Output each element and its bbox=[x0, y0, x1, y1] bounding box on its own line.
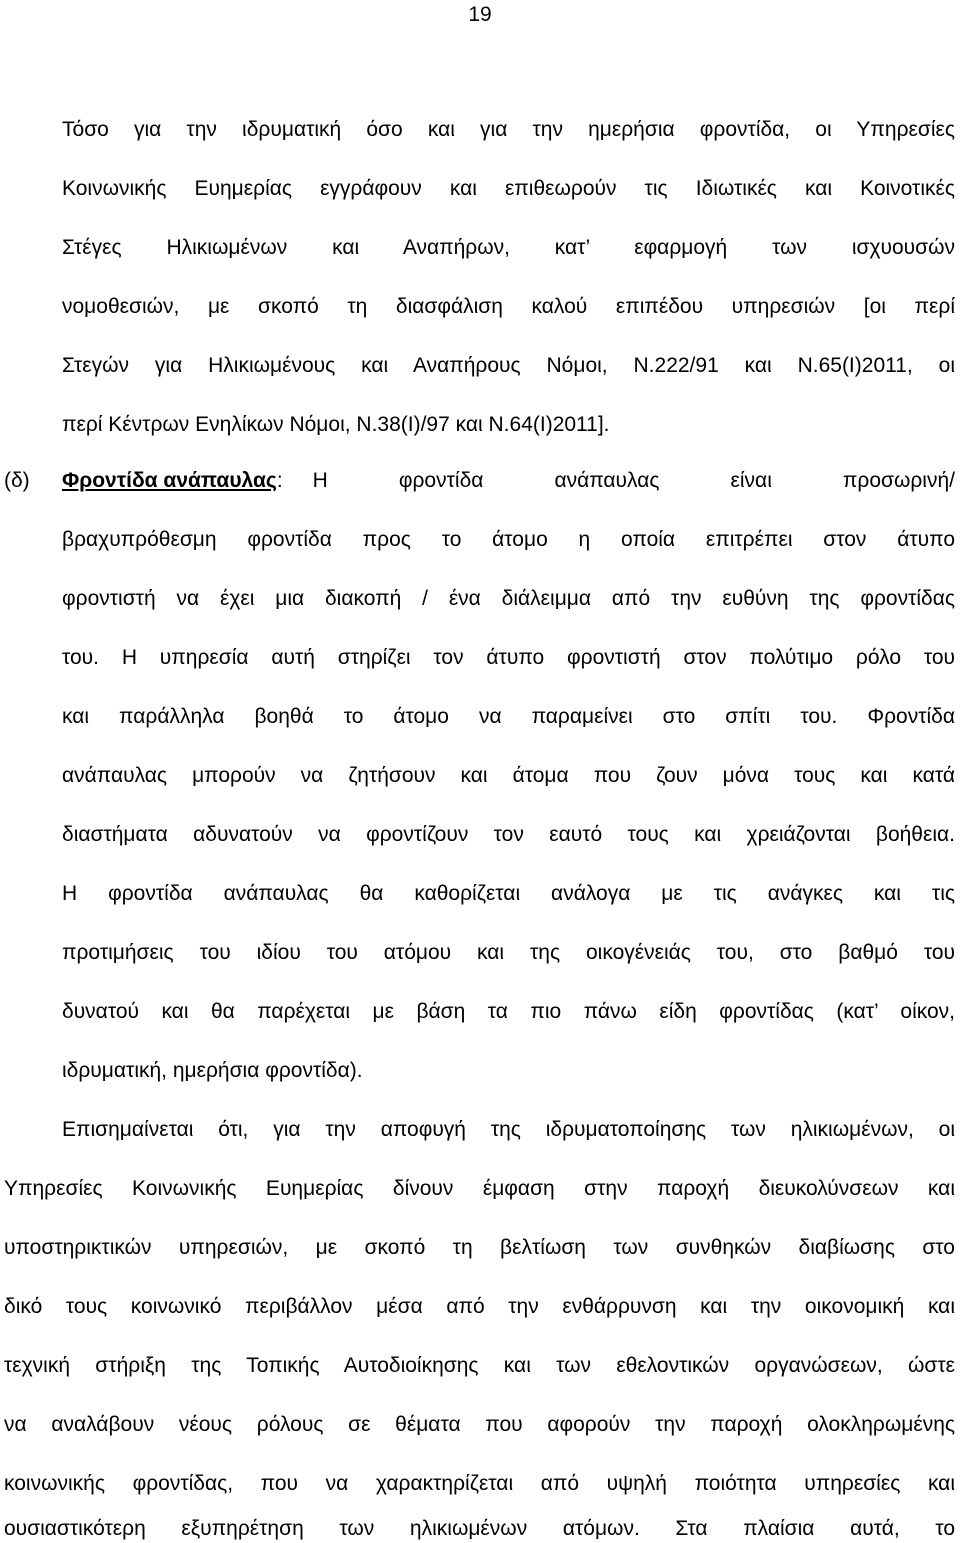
text-line: δικό τους κοινωνικό περιβάλλον μέσα από την ενθάρρυνση και την οικονομική και bbox=[4, 1295, 955, 1318]
text-line: δυνατού και θα παρέχεται με βάση τα πιο πάνω είδη φροντίδας (κατ’ οίκον, bbox=[62, 1000, 955, 1023]
text-line: νομοθεσιών, με σκοπό τη διασφάλιση καλού επιπέδου υπηρεσιών [οι περί bbox=[62, 295, 955, 318]
text-line: να αναλάβουν νέους ρόλους σε θέματα που αφορούν την παροχή ολοκληρωμένης bbox=[4, 1413, 955, 1436]
text-line: προτιμήσεις του ιδίου του ατόμου και της οικογένειάς του, στο βαθμό του bbox=[62, 941, 955, 964]
text-line: φροντιστή να έχει μια διακοπή / ένα διάλειμμα από την ευθύνη της φροντίδας bbox=[62, 587, 955, 610]
text-line: υποστηρικτικών υπηρεσιών, με σκοπό τη βελτίωση των συνθηκών διαβίωσης στο bbox=[4, 1236, 955, 1259]
text-line: βραχυπρόθεσμη φροντίδα προς το άτομο η οποία επιτρέπει στον άτυπο bbox=[62, 528, 955, 551]
text-line: ουσιαστικότερη εξυπηρέτηση των ηλικιωμένων ατόμων. Στα πλαίσια αυτά, το bbox=[4, 1517, 955, 1540]
text-line bbox=[62, 468, 955, 494]
page-number: 19 bbox=[468, 3, 492, 26]
text-line: Επισημαίνεται ότι, για την αποφυγή της ιδρυματοποίησης των ηλικιωμένων, οι bbox=[62, 1118, 955, 1141]
list-marker: (δ) bbox=[4, 469, 30, 492]
text-line: τεχνική στήριξη της Τοπικής Αυτοδιοίκησης και των εθελοντικών οργανώσεων, ώστε bbox=[4, 1354, 955, 1377]
text-line: Η φροντίδα ανάπαυλας θα καθορίζεται ανάλογα με τις ανάγκες και τις bbox=[62, 882, 955, 905]
text-line: και παράλληλα βοηθά το άτομο να παραμείνει στο σπίτι του. Φροντίδα bbox=[62, 705, 955, 728]
text-line: ανάπαυλας μπορούν να ζητήσουν και άτομα που ζουν μόνα τους και κατά bbox=[62, 764, 955, 787]
text-line: του. Η υπηρεσία αυτή στηρίζει τον άτυπο φροντιστή στον πολύτιμο ρόλο του bbox=[62, 646, 955, 669]
text-line: Στέγες Ηλικιωμένων και Αναπήρων, κατ’ εφαρμογή των ισχυουσών bbox=[62, 236, 955, 259]
text-line: Κοινωνικής Ευημερίας εγγράφουν και επιθεωρούν τις Ιδιωτικές και Κοινοτικές bbox=[62, 177, 955, 200]
text-line: Τόσο για την ιδρυματική όσο και για την ημερήσια φροντίδα, οι Υπηρεσίες bbox=[62, 118, 955, 141]
text-line: Υπηρεσίες Κοινωνικής Ευημερίας δίνουν έμφαση στην παροχή διευκολύνσεων και bbox=[4, 1177, 955, 1200]
term-definition-start: Η φροντίδα ανάπαυλας είναι προσωρινή/ bbox=[312, 469, 955, 492]
text-line: ιδρυματική, ημερήσια φροντίδα). bbox=[62, 1059, 363, 1082]
text-line: περί Κέντρων Ενηλίκων Νόμοι, Ν.38(Ι)/97 και Ν.64(Ι)2011]. bbox=[62, 413, 610, 436]
text-line: διαστήματα αδυνατούν να φροντίζουν τον εαυτό τους και χρειάζονται βοήθεια. bbox=[62, 823, 955, 846]
term-heading: Φροντίδα ανάπαυλας: bbox=[62, 469, 283, 492]
text-line: κοινωνικής φροντίδας, που να χαρακτηρίζεται από υψηλή ποιότητα υπηρεσίες και bbox=[4, 1472, 955, 1495]
text-line: Στεγών για Ηλικιωμένους και Αναπήρους Νόμοι, Ν.222/91 και Ν.65(Ι)2011, οι bbox=[62, 354, 955, 377]
